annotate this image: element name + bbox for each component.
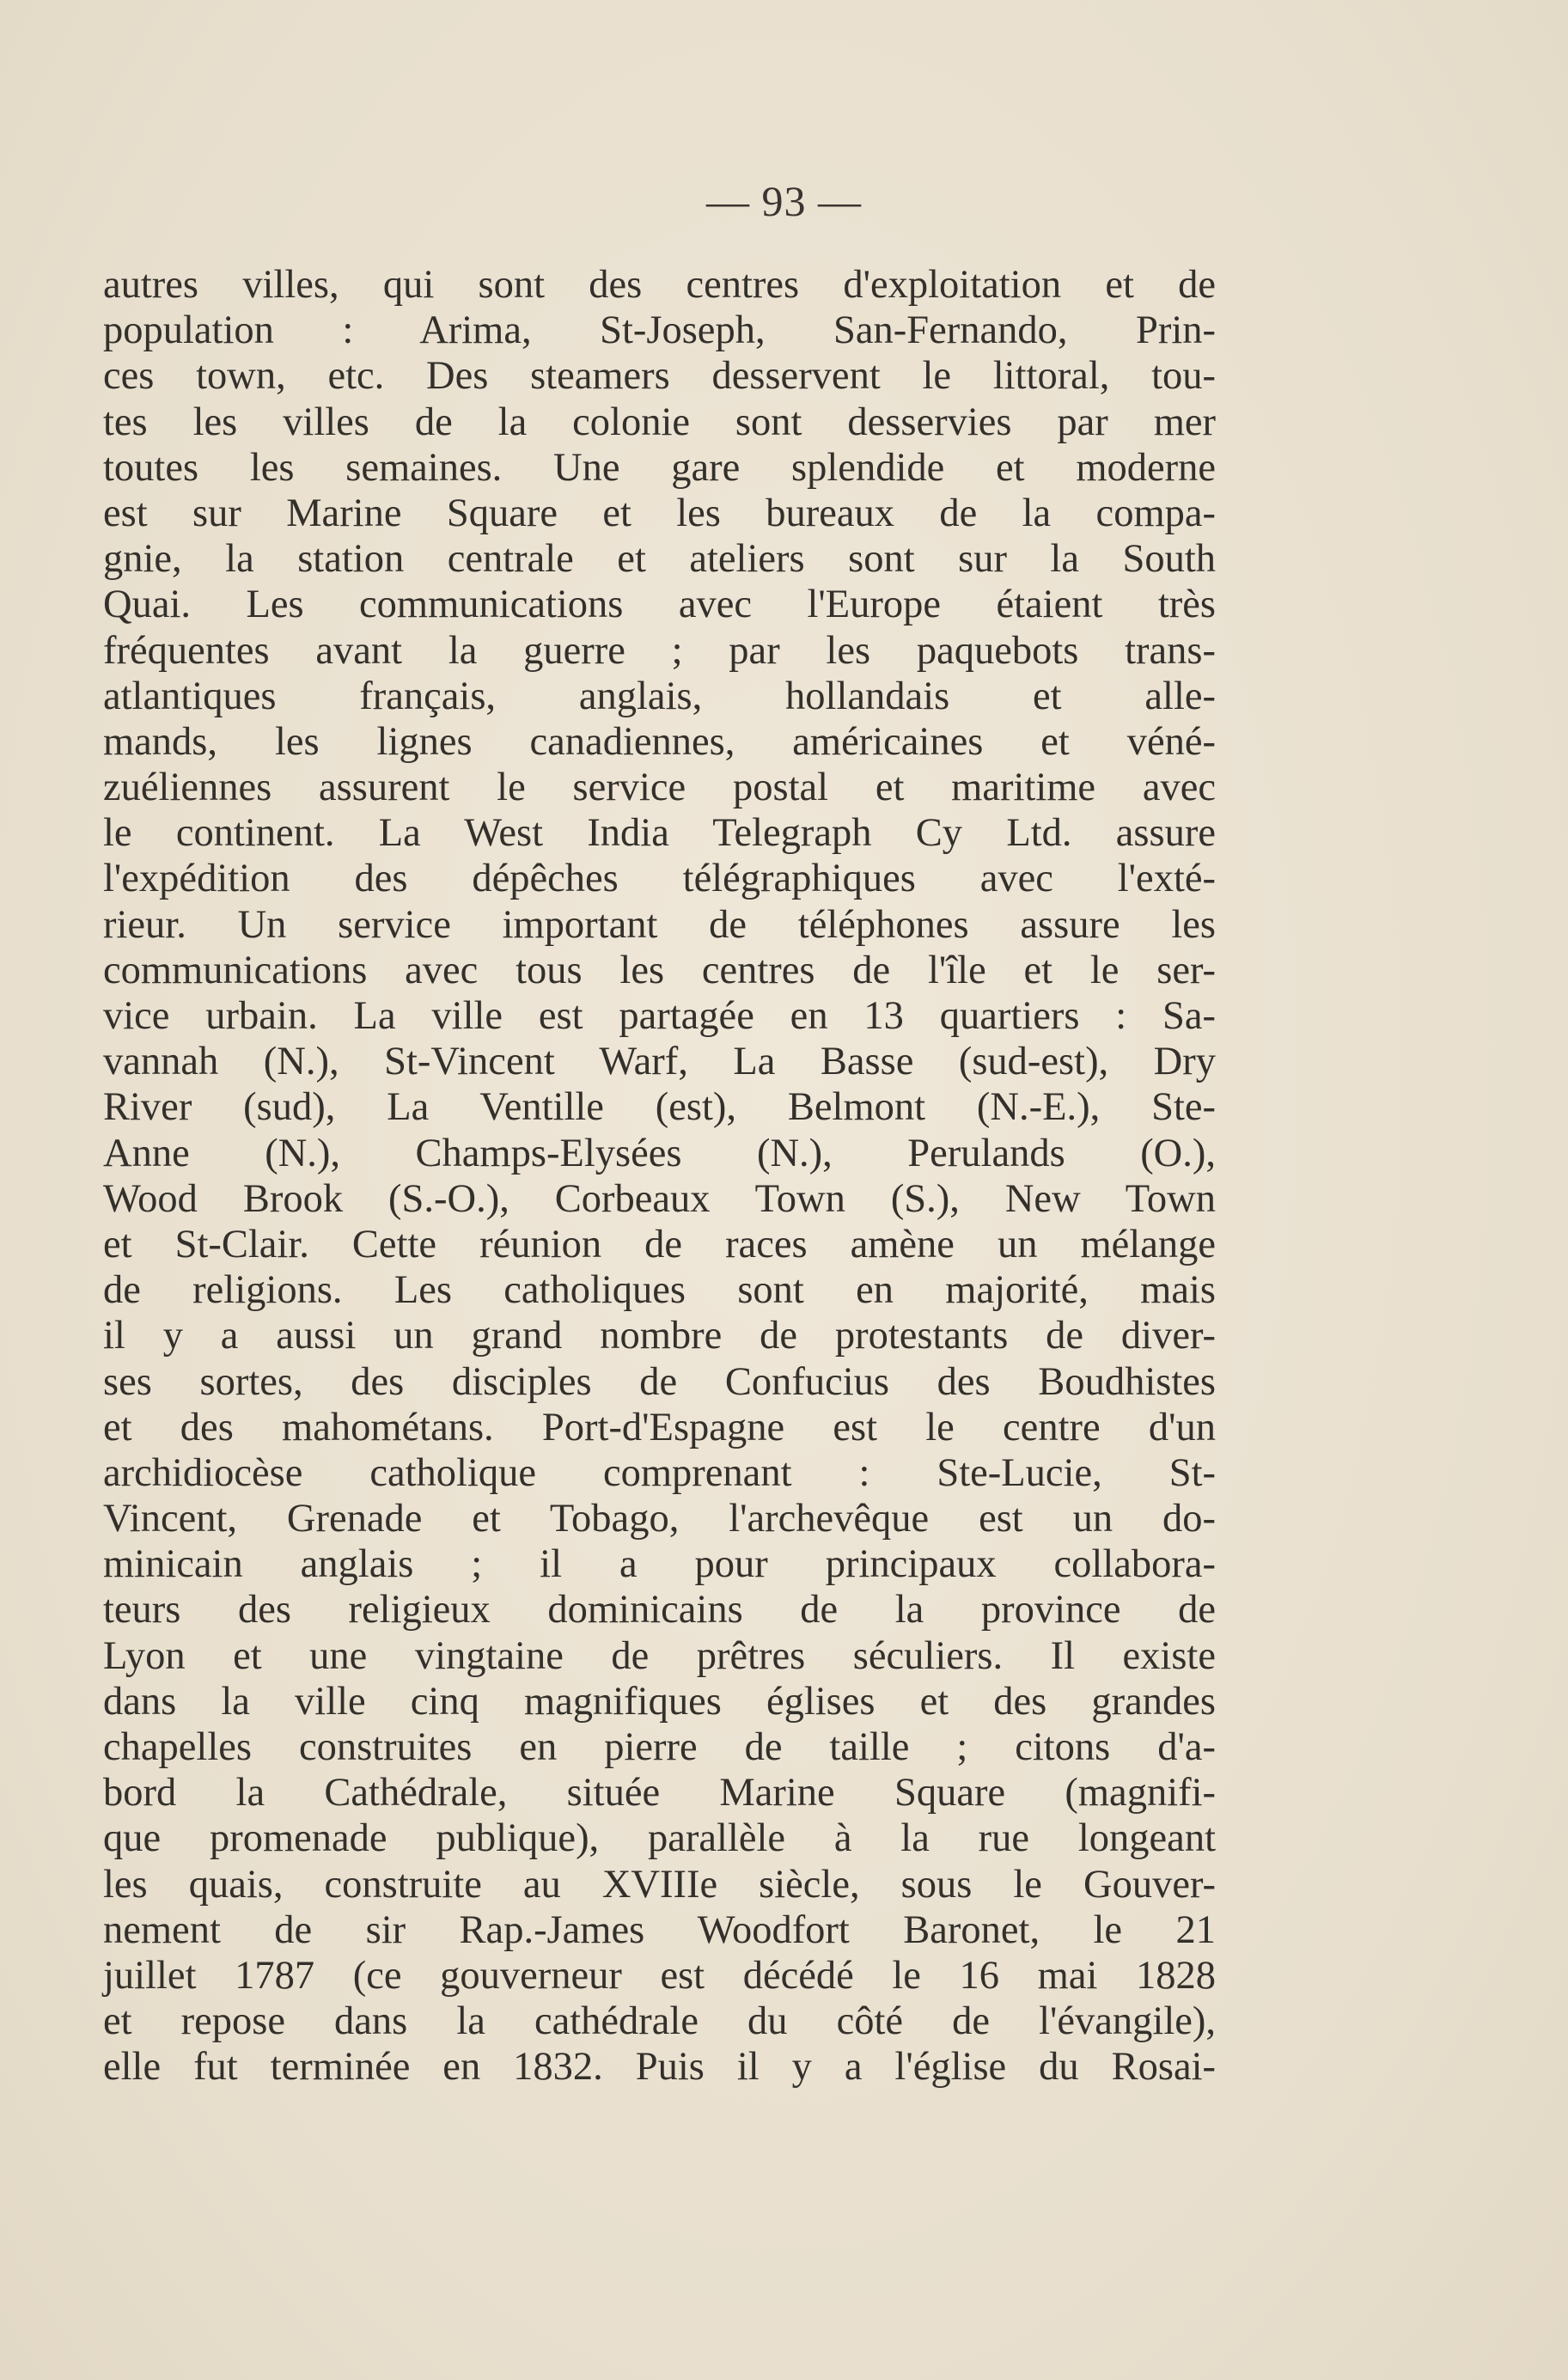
text-line: Wood Brook (S.-O.), Corbeaux Town (S.), New Town <box>103 1176 1216 1221</box>
text-line: de religions. Les catholiques sont en majorité, mais <box>103 1268 1216 1313</box>
text-line: atlantiques français, anglais, hollandais et alle- <box>103 674 1216 718</box>
text-line: les quais, construite au XVIIIe siècle, sous le Gouver- <box>103 1862 1216 1907</box>
text-line: Vincent, Grenade et Tobago, l'archevêque est un do- <box>103 1497 1216 1541</box>
text-line: il y a aussi un grand nombre de protestants de diver- <box>103 1314 1216 1358</box>
text-line: autres villes, qui sont des centres d'exploitation et de <box>103 263 1216 307</box>
text-line: Lyon et une vingtaine de prêtres séculiers. Il existe <box>103 1633 1216 1678</box>
text-line: mands, les lignes canadiennes, américaines et véné- <box>103 719 1216 764</box>
text-line: dans la ville cinq magnifiques églises et des grandes <box>103 1679 1216 1724</box>
text-line: ses sortes, des disciples de Confucius des Boudhistes <box>103 1359 1216 1404</box>
text-line: chapelles construites en pierre de taille ; citons d'a- <box>103 1725 1216 1769</box>
body-text <box>103 262 1216 2090</box>
text-line: Quai. Les communications avec l'Europe étaient très <box>103 583 1216 627</box>
text-line: River (sud), La Ventille (est), Belmont (N.-E.), Ste- <box>103 1085 1216 1130</box>
text-line: est sur Marine Square et les bureaux de la compa- <box>103 491 1216 535</box>
text-line: teurs des religieux dominicains de la province de <box>103 1588 1216 1632</box>
text-line: le continent. La West India Telegraph Cy Ltd. assure <box>103 811 1216 856</box>
text-line: rieur. Un service important de téléphones assure les <box>103 902 1216 947</box>
text-line: et des mahométans. Port-d'Espagne est le centre d'un <box>103 1405 1216 1449</box>
text-line: toutes les semaines. Une gare splendide et moderne <box>103 445 1216 490</box>
text-line: elle fut terminée en 1832. Puis il y a l'église du Rosai- <box>103 2045 1216 2090</box>
text-line: fréquentes avant la guerre ; par les paquebots trans- <box>103 628 1216 673</box>
text-line: et St-Clair. Cette réunion de races amène un mélange <box>103 1222 1216 1266</box>
text-line: juillet 1787 (ce gouverneur est décédé le 16 mai 1828 <box>103 1953 1216 1998</box>
text-line: gnie, la station centrale et ateliers sont sur la South <box>103 537 1216 582</box>
text-line: l'expédition des dépêches télégraphiques avec l'exté- <box>103 857 1216 901</box>
text-line: nement de sir Rap.-James Woodfort Baronet, le 21 <box>103 1907 1216 1952</box>
text-line: zuéliennes assurent le service postal et maritime avec <box>103 766 1216 810</box>
text-line: Anne (N.), Champs-Elysées (N.), Perulands (O.), <box>103 1131 1216 1175</box>
text-line: population : Arima, St-Joseph, San-Fernando, Prin- <box>103 308 1216 353</box>
text-line: et repose dans la cathédrale du côté de l'évangile), <box>103 1999 1216 2044</box>
text-line: ces town, etc. Des steamers desservent le littoral, tou- <box>103 354 1216 399</box>
text-line: vannah (N.), St-Vincent Warf, La Basse (sud-est), Dry <box>103 1040 1216 1084</box>
text-line: vice urbain. La ville est partagée en 13 quartiers : Sa- <box>103 994 1216 1038</box>
text-line: bord la Cathédrale, située Marine Square (magnifi- <box>103 1771 1216 1816</box>
text-line: tes les villes de la colonie sont desservies par mer <box>103 400 1216 444</box>
text-line: communications avec tous les centres de l'île et le ser- <box>103 948 1216 992</box>
text-line: minicain anglais ; il a pour principaux collabora- <box>103 1542 1216 1587</box>
page-number: — 93 — <box>706 177 862 225</box>
text-line: archidiocèse catholique comprenant : Ste-Lucie, St- <box>103 1450 1216 1495</box>
text-line: que promenade publique), parallèle à la rue longeant <box>103 1816 1216 1861</box>
